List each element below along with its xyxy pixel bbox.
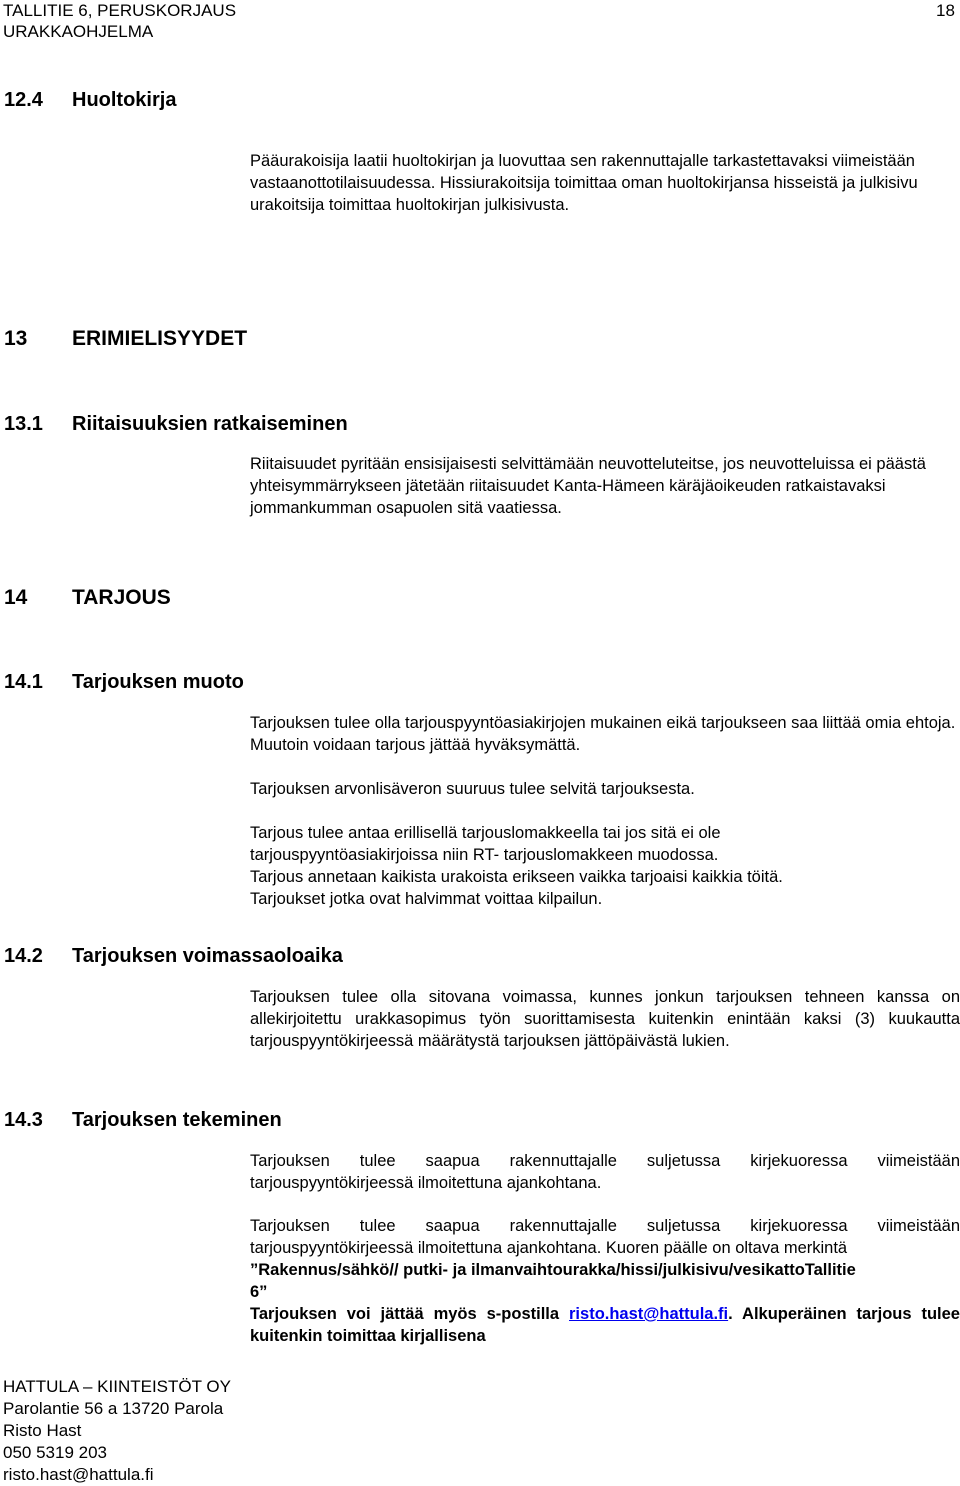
section-14-heading: [4, 585, 171, 611]
section-title: TARJOUS: [72, 586, 171, 609]
section-title: Riitaisuuksien ratkaiseminen: [72, 413, 348, 435]
section-number: 14: [4, 586, 28, 609]
section-number: 14.2: [4, 945, 43, 967]
section-13-1-heading: [4, 412, 348, 436]
footer-contact-name: Risto Hast: [3, 1421, 82, 1440]
envelope-marking-line1: ”Rakennus/sähkö// putki- ja ilmanvaihtourakka/hissi/julkisivu/vesikattoTallitie: [250, 1261, 856, 1279]
paragraph-line: Tarjous annetaan kaikista urakoista erikseen vaikka tarjoaisi kaikkia töitä.: [250, 868, 783, 886]
section-12-4-heading: [4, 88, 176, 112]
document-footer: [3, 1376, 231, 1486]
footer-email: risto.hast@hattula.fi: [3, 1465, 154, 1484]
section-number: 13.1: [4, 413, 43, 435]
footer-company: HATTULA – KIINTEISTÖT OY: [3, 1377, 231, 1396]
paragraph-line: Tarjous tulee antaa erillisellä tarjouslomakkeella tai jos sitä ei ole: [250, 824, 721, 842]
section-14-1-paragraph-1: Tarjouksen tulee olla tarjouspyyntöasiakirjojen mukainen eikä tarjoukseen saa liittää omia ehtoja. Muutoin voidaan tarjous jättää hyväksymättä.: [250, 714, 956, 754]
section-12-4-text: Pääurakoisija laatii huoltokirjan ja luovuttaa sen rakennuttajalle tarkastettavaksi viimeistään vastaanottotilaisuudessa. Hissiurakoitsija toimittaa oman huoltokirjansa hisseistä ja julkisivu urakoitsija toimittaa huoltokirjan julkisivusta.: [250, 152, 918, 214]
footer-phone: 050 5319 203: [3, 1443, 107, 1462]
section-14-3-paragraph-2: [250, 1215, 960, 1347]
section-title: Huoltokirja: [72, 89, 177, 111]
header-title-line2: URAKKAOHJELMA: [3, 22, 154, 41]
section-14-1-heading: [4, 670, 244, 694]
section-title: Tarjouksen tekeminen: [72, 1109, 282, 1131]
section-13-heading: [4, 326, 247, 352]
email-submission-text: [250, 1303, 960, 1347]
section-14-1-paragraph-3: [250, 822, 960, 910]
section-number: 12.4: [4, 89, 43, 111]
text-after-link: . Alkuperäinen tarjous tulee kuitenkin toimittaa kirjallisena: [250, 1305, 960, 1345]
section-number: 13: [4, 327, 28, 350]
section-14-3-heading: [4, 1108, 282, 1132]
section-13-1-text: Riitaisuudet pyritään ensisijaisesti selvittämään neuvotteluteitse, jos neuvotteluissa ei päästä yhteisymmärrykseen jätetään riitaisuudet Kanta-Hämeen käräjäoikeuden ratkaistavaksi jommankumman osapuolen sitä vaatiessa.: [250, 455, 926, 517]
footer-address: Parolantie 56 a 13720 Parola: [3, 1399, 224, 1418]
section-title: Tarjouksen muoto: [72, 671, 244, 693]
section-14-1-paragraph-2: Tarjouksen arvonlisäveron suuruus tulee selvitä tarjouksesta.: [250, 780, 695, 798]
text-before-link: Tarjouksen voi jättää myös s-postilla: [250, 1305, 560, 1323]
paragraph-line: tarjouspyyntöasiakirjoissa niin RT- tarjouslomakkeen muodossa.: [250, 846, 719, 864]
page-number: 18: [936, 1, 955, 20]
section-number: 14.1: [4, 671, 43, 693]
envelope-marking-line2: 6”: [250, 1283, 268, 1301]
section-number: 14.3: [4, 1109, 43, 1131]
email-link[interactable]: risto.hast@hattula.fi: [569, 1305, 729, 1323]
paragraph-line: Tarjoukset jotka ovat halvimmat voittaa kilpailun.: [250, 890, 603, 908]
section-14-3-paragraph-1: Tarjouksen tulee saapua rakennuttajalle suljetussa kirjekuoressa viimeistään tarjouspyyntökirjeessä ilmoitettuna ajankohtana.: [250, 1152, 960, 1192]
document-header: [3, 0, 236, 42]
section-14-2-text: Tarjouksen tulee olla sitovana voimassa, kunnes jonkun tarjouksen tehneen kanssa on allekirjoitettu urakkasopimus työn suorittamisesta kuitenkin enintään kaksi (3) kuukautta tarjouspyyntökirjeessä määrätystä tarjouksen jättöpäivästä lukien.: [250, 988, 960, 1050]
paragraph-text: Tarjouksen tulee saapua rakennuttajalle suljetussa kirjekuoressa viimeistään tarjouspyyntökirjeessä ilmoitettuna ajankohtana. Kuoren päälle on oltava merkintä: [250, 1217, 960, 1257]
section-title: ERIMIELISYYDET: [72, 327, 248, 350]
section-title: Tarjouksen voimassaoloaika: [72, 945, 343, 967]
header-title-line1: TALLITIE 6, PERUSKORJAUS: [3, 1, 237, 20]
section-14-2-heading: [4, 944, 343, 968]
